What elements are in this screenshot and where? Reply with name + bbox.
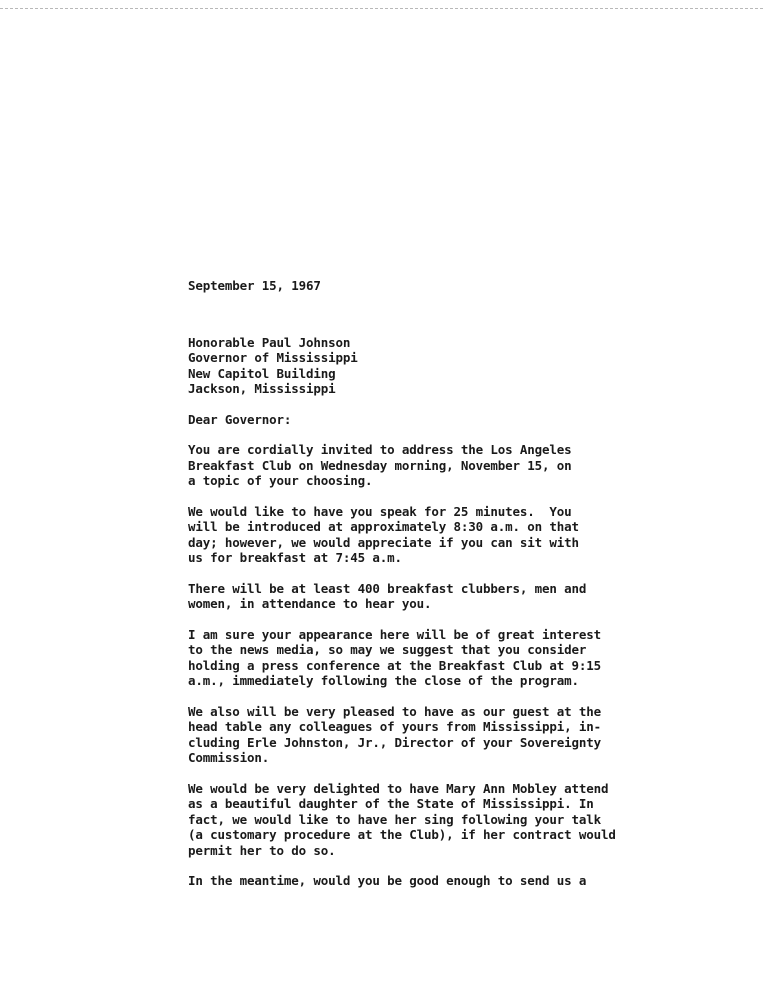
text-line: We would be very delighted to have Mary Ann Mobley attend [188, 780, 609, 796]
recipient-address [188, 335, 748, 397]
letter-body [188, 278, 748, 904]
address-line: Jackson, Mississippi [188, 381, 336, 396]
text-line: (a customary procedure at the Club), if her contract would [188, 827, 616, 842]
text-line: will be introduced at approximately 8:30 a.m. on that [188, 519, 579, 534]
text-line: to the news media, so may we suggest that you consider [188, 642, 587, 657]
paragraph-guests [188, 704, 748, 766]
text-line: I am sure your appearance here will be of great interest [188, 626, 602, 642]
paragraph-closing [188, 873, 748, 889]
text-line: In the meantime, would you be good enough to send us a [188, 873, 587, 888]
text-line: holding a press conference at the Breakfast Club at 9:15 [188, 657, 602, 673]
paragraph-attendance [188, 581, 748, 612]
text-line: us for breakfast at 7:45 a.m. [188, 550, 402, 565]
paragraph-mobley [188, 781, 748, 859]
text-line: a.m., immediately following the close of the program. [188, 673, 579, 688]
address-line: New Capitol Building [188, 365, 336, 381]
text-line: permit her to do so. [188, 842, 336, 858]
paragraph-invitation [188, 442, 748, 489]
text-line: as a beautiful daughter of the State of Mississippi. In [188, 796, 594, 811]
letter-date: September 15, 1967 [188, 278, 321, 293]
text-line: cluding Erle Johnston, Jr., Director of your Sovereignty [188, 734, 602, 750]
salutation: Dear Governor: [188, 411, 292, 427]
text-line: a topic of your choosing. [188, 473, 373, 488]
text-line: women, in attendance to hear you. [188, 596, 432, 611]
paragraph-press [188, 627, 748, 689]
text-line: We would like to have you speak for 25 minutes. You [188, 503, 572, 519]
text-line: day; however, we would appreciate if you can sit with [188, 534, 579, 550]
page-top-edge [0, 0, 763, 9]
text-line: Breakfast Club on Wednesday morning, November 15, on [188, 457, 572, 473]
text-line: We also will be very pleased to have as our guest at the [188, 703, 602, 719]
text-line: fact, we would like to have her sing following your talk [188, 811, 602, 827]
text-line: Commission. [188, 750, 270, 765]
address-line: Honorable Paul Johnson [188, 334, 351, 350]
address-line: Governor of Mississippi [188, 350, 358, 365]
paragraph-schedule [188, 504, 748, 566]
text-line: You are cordially invited to address the Los Angeles [188, 442, 572, 457]
text-line: There will be at least 400 breakfast clubbers, men and [188, 580, 587, 596]
text-line: head table any colleagues of yours from Mississippi, in- [188, 719, 602, 734]
